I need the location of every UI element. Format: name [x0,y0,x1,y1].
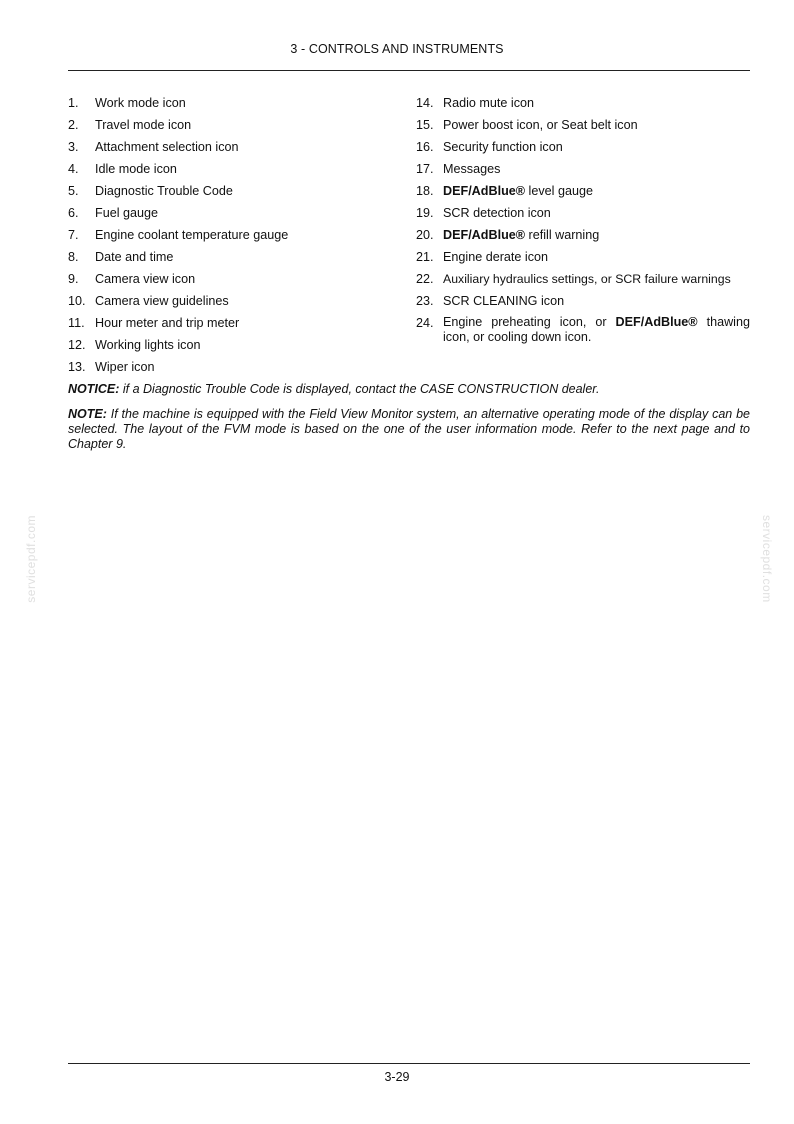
item-number: 7. [68,228,79,242]
list-item [416,246,750,268]
item-number: 16. [416,140,434,154]
item-text: Wiper icon [95,360,155,374]
item-text [443,224,750,246]
list-item [68,202,388,224]
notice-label: NOTICE: [68,382,120,396]
item-text: Attachment selection icon [95,140,239,154]
item-text: SCR CLEANING icon [443,294,565,308]
item-number: 17. [416,162,434,176]
watermark-left: servicepdf.com [24,515,38,603]
list-item [416,180,750,202]
item-number: 24. [416,316,434,330]
item-text: Diagnostic Trouble Code [95,184,233,198]
item-number: 11. [68,316,85,330]
list-item [416,92,750,114]
item-number: 15. [416,118,434,132]
item-number: 2. [68,118,79,132]
note-paragraph [68,407,750,452]
item-text: Power boost icon, or Seat belt icon [443,118,638,132]
item-number: 10. [68,294,86,308]
item-text: Auxiliary hydraulics settings, or SCR failure warnings [443,272,731,286]
note-label: NOTE: [68,407,107,421]
item-number: 3. [68,140,79,154]
notice-paragraph [68,382,750,397]
product-name: DEF/AdBlue® [443,184,526,198]
legend-list-left [68,92,388,378]
item-text [443,180,750,202]
item-text: Engine coolant temperature gauge [95,228,289,242]
item-number: 4. [68,162,79,176]
list-item [416,136,750,158]
list-item [68,268,388,290]
item-number: 18. [416,184,434,198]
list-item [416,114,750,136]
item-text: Camera view icon [95,272,196,286]
item-number: 19. [416,206,434,220]
list-item [68,356,388,378]
item-text-pre: Engine preheating icon, or [443,315,616,329]
item-number: 14. [416,96,434,110]
item-number: 22. [416,272,434,286]
item-number: 12. [68,338,86,352]
product-name: DEF/AdBlue® [615,315,698,329]
list-item [416,290,750,312]
list-item [68,136,388,158]
note-text: If the machine is equipped with the Field View Monitor system, an alternative operating mode of the display can be selected. The layout of the FVM mode is based on the one of the user information mode. Refer to the next page and to Chapter 9. [68,407,750,451]
item-text: Date and time [95,250,174,264]
item-text-rest: refill warning [525,228,600,242]
item-number: 6. [68,206,79,220]
item-text: Work mode icon [95,96,186,110]
list-item [68,334,388,356]
item-text: SCR detection icon [443,206,551,220]
list-item [416,312,750,345]
header-rule [68,70,750,71]
item-number: 21. [416,250,434,264]
list-item [68,158,388,180]
item-text: Radio mute icon [443,96,535,110]
list-item [68,224,388,246]
item-number: 1. [68,96,79,110]
legend-list-right [416,92,750,345]
item-text: Hour meter and trip meter [95,316,240,330]
page-number: 3-29 [384,1070,410,1084]
product-name: DEF/AdBlue® [443,228,526,242]
list-item [416,202,750,224]
item-number: 13. [68,360,86,374]
item-number: 8. [68,250,79,264]
item-number: 20. [416,228,434,242]
item-number: 9. [68,272,79,286]
footer-rule [68,1063,750,1064]
item-text: Working lights icon [95,338,201,352]
list-item [416,158,750,180]
list-item [416,224,750,246]
item-text: Idle mode icon [95,162,177,176]
list-item [416,268,750,290]
item-text: Messages [443,162,501,176]
item-text [443,312,750,345]
item-text: Engine derate icon [443,250,549,264]
list-item [68,92,388,114]
item-text: Camera view guidelines [95,294,229,308]
item-number: 23. [416,294,434,308]
item-text: Travel mode icon [95,118,192,132]
watermark-right: servicepdf.com [760,515,774,603]
list-item [68,312,388,334]
item-text-rest: level gauge [525,184,593,198]
item-text: Security function icon [443,140,563,154]
item-text-rest: thawing icon, or cooling down icon. [443,315,750,344]
list-item [68,114,388,136]
item-text: Fuel gauge [95,206,159,220]
notice-text: if a Diagnostic Trouble Code is displayed, contact the CASE CONSTRUCTION dealer. [119,382,600,396]
list-item [68,246,388,268]
item-number: 5. [68,184,79,198]
list-item [68,290,388,312]
list-item [68,180,388,202]
page-header-title: 3 - CONTROLS AND INSTRUMENTS [290,42,504,56]
